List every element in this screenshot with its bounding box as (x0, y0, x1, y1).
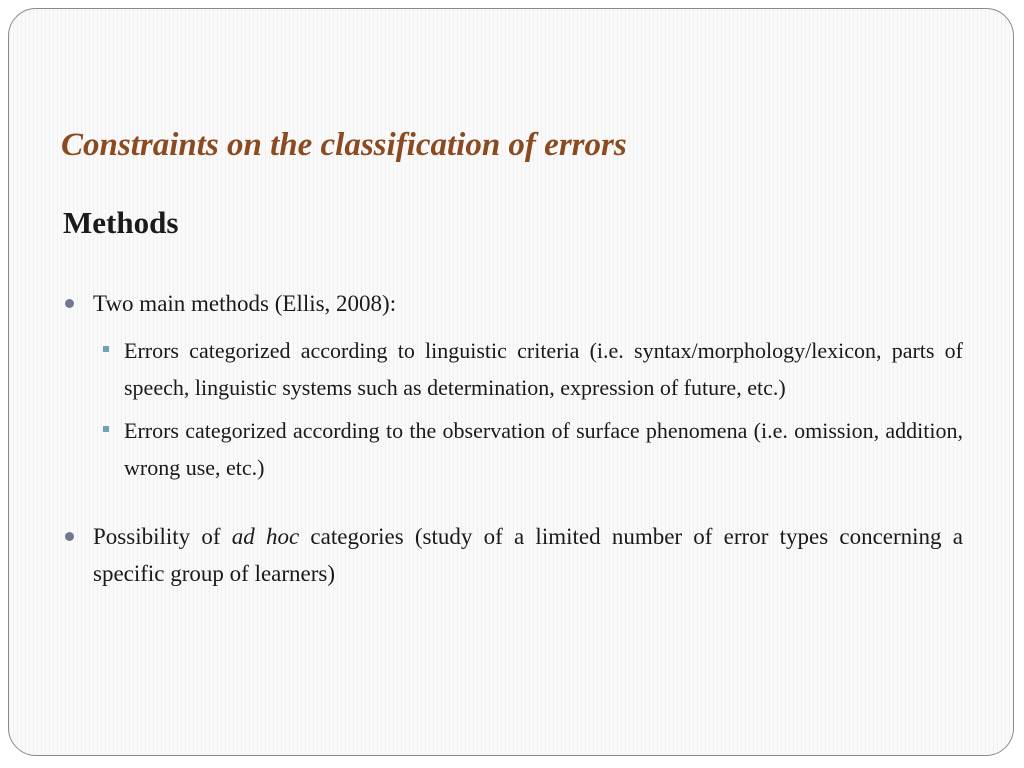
sub-bullet-text: Errors categorized according to linguistic criteria (i.e. syntax/morphology/lexicon, parts of speech, linguistic systems such as determination, expression of future, etc.) (124, 338, 963, 400)
sub-bullet-item (63, 332, 963, 406)
bullet-square-icon (103, 346, 109, 352)
bullet-text-end: categories (study of a limited number of error types concerning a specific group of learners) (93, 524, 963, 586)
slide (8, 8, 1014, 756)
bullet-item (63, 285, 963, 322)
slide-body (63, 285, 963, 592)
sub-bullet-text: Errors categorized according to the observation of surface phenomena (i.e. omission, addition, wrong use, etc.) (124, 418, 963, 480)
bullet-dot-icon (65, 299, 74, 308)
bullet-text-start: Possibility of (93, 524, 232, 549)
bullet-text-italic: ad hoc (231, 524, 300, 549)
bullet-dot-icon (65, 532, 74, 541)
slide-subtitle: Methods (63, 205, 179, 240)
sub-bullet-list (63, 332, 963, 486)
sub-bullet-item (63, 412, 963, 486)
slide-title: Constraints on the classification of errors (61, 127, 627, 163)
bullet-item (63, 518, 963, 592)
bullet-square-icon (103, 426, 109, 432)
bullet-text: Two main methods (Ellis, 2008): (93, 291, 397, 316)
